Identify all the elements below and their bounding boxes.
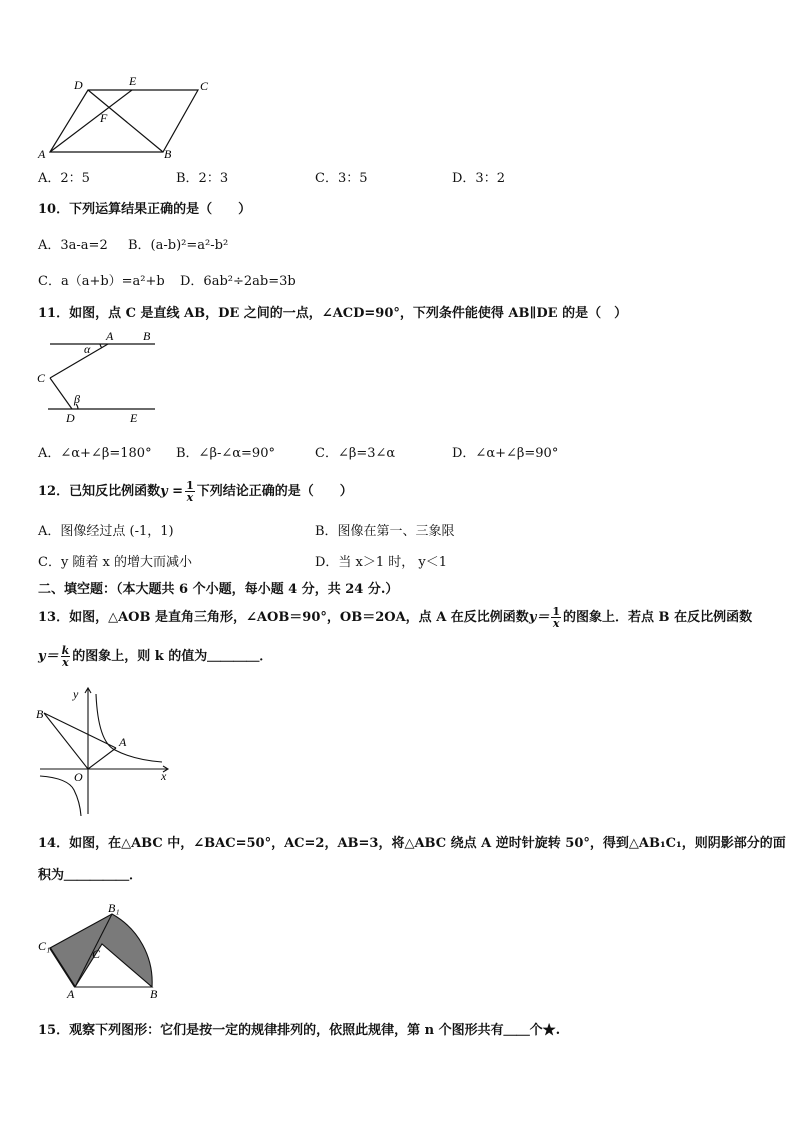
q13-line1-fraction: [551, 606, 561, 629]
label-b: B: [143, 329, 151, 343]
q13-line1: [38, 606, 752, 629]
q13-line2-post: 的图象上，则 k 的值为＿＿＿＿．: [72, 649, 273, 664]
q12-option-a[interactable]: A．图像经过点 (-1，1): [38, 524, 174, 539]
label-alpha: α: [84, 342, 91, 356]
q11-option-c[interactable]: C．∠β=3∠α: [315, 446, 396, 461]
label-a: A: [106, 329, 114, 343]
q9-option-b[interactable]: B．2：3: [176, 171, 229, 186]
label-a: A: [67, 987, 75, 1000]
q12-stem: [38, 480, 353, 503]
angle-alpha-arc: [100, 344, 102, 348]
q13-line1-numerator: 1: [552, 605, 561, 618]
q14-line1: 14．如图，在△ABC 中，∠BAC=50°，AC=2，AB=3，将△ABC 绕点 A 逆时针旋转 50°，得到△AB₁C₁，则阴影部分的面: [38, 836, 786, 851]
label-d: D: [66, 411, 75, 425]
label-a: A: [38, 147, 46, 161]
q13-coordinate-figure: [30, 682, 180, 822]
label-y: y: [73, 687, 79, 701]
q11-parallel-lines-figure: [30, 326, 170, 426]
q14-line2: 积为＿＿＿＿＿．: [38, 868, 143, 883]
label-c1: C₁: [38, 939, 51, 953]
q10-option-b[interactable]: B．(a-b)²=a²-b²: [128, 238, 229, 253]
q9-parallelogram-figure: [30, 72, 220, 162]
section-heading: 二、填空题：（本大题共 6 个小题，每小题 4 分，共 24 分.）: [38, 582, 399, 597]
label-c: C: [200, 79, 209, 93]
label-a: A: [119, 735, 127, 749]
q11-stem: 11．如图，点 C 是直线 AB，DE 之间的一点，∠ACD=90°，下列条件能使得 AB∥DE 的是（ ）: [38, 306, 628, 321]
q11-option-b[interactable]: B．∠β-∠α=90°: [176, 446, 275, 461]
q12-stem-pre: 12．已知反比例函数: [38, 484, 161, 499]
q12-stem-post: 下列结论正确的是（ ）: [196, 484, 353, 499]
q10-option-a[interactable]: A．3a-a=2: [38, 238, 108, 253]
segment-ca: [50, 344, 108, 378]
q12-option-b[interactable]: B．图像在第一、三象限: [315, 524, 455, 539]
parallelogram-abcd: [50, 90, 198, 152]
hyperbola-branch-first-quadrant: [96, 694, 162, 762]
label-e: E: [130, 411, 138, 425]
q13-line2-denominator: x: [62, 656, 69, 669]
q14-rotation-figure: [30, 900, 170, 1000]
label-b1: B₁: [108, 901, 120, 915]
q11-option-a[interactable]: A．∠α+∠β=180°: [38, 446, 152, 461]
q11-option-d[interactable]: D．∠α+∠β=90°: [452, 446, 559, 461]
q12-option-d[interactable]: D．当 x＞1 时， y＜1: [315, 555, 448, 570]
segment-ab: [44, 713, 116, 748]
q12-option-c[interactable]: C．y 随着 x 的增大而减小: [38, 555, 193, 570]
q10-stem: 10．下列运算结果正确的是（ ）: [38, 202, 252, 217]
q13-line2-numerator: k: [61, 644, 70, 657]
q13-line1-denominator: x: [552, 617, 560, 630]
q10-option-d[interactable]: D．6ab²÷2ab=3b: [180, 274, 296, 289]
q9-option-a[interactable]: A．2：5: [38, 171, 90, 186]
q9-option-c[interactable]: C．3：5: [315, 171, 368, 186]
segment-oa: [88, 748, 116, 769]
label-e: E: [129, 74, 137, 88]
q15-stem: 15．观察下列图形：它们是按一定的规律排列的，依照此规律，第 n 个图形共有＿＿个★.: [38, 1023, 561, 1038]
q12-func-lhs: y =: [160, 484, 184, 499]
q13-line1-lhs: y＝: [528, 610, 550, 625]
q13-line2-fraction: [61, 645, 71, 668]
q13-line2-lhs: y＝: [38, 649, 59, 664]
q13-line1-pre: 13．如图，△AOB 是直角三角形，∠AOB＝90°，OB＝2OA，点 A 在反比例函数: [38, 610, 529, 625]
q12-func-fraction: [185, 480, 195, 503]
label-b: B: [164, 147, 172, 161]
label-c: C: [37, 371, 46, 385]
q13-line2: [38, 645, 272, 668]
label-x: x: [161, 769, 167, 783]
label-o: O: [74, 770, 83, 784]
label-b: B: [150, 987, 158, 1000]
label-f: F: [100, 111, 108, 125]
label-beta: β: [74, 392, 80, 406]
q12-func-numerator: 1: [186, 479, 194, 492]
q10-option-c[interactable]: C．a（a+b）=a²+b: [38, 274, 165, 289]
label-d: D: [74, 78, 83, 92]
q12-func-denominator: x: [186, 491, 194, 504]
q9-option-d[interactable]: D．3：2: [452, 171, 505, 186]
label-b: B: [36, 707, 44, 721]
segment-ob: [44, 713, 88, 769]
segment-cd: [50, 378, 72, 409]
segment-ae: [50, 90, 132, 152]
label-c: C: [92, 947, 101, 961]
q13-line1-post: 的图象上．若点 B 在反比例函数: [563, 610, 753, 625]
